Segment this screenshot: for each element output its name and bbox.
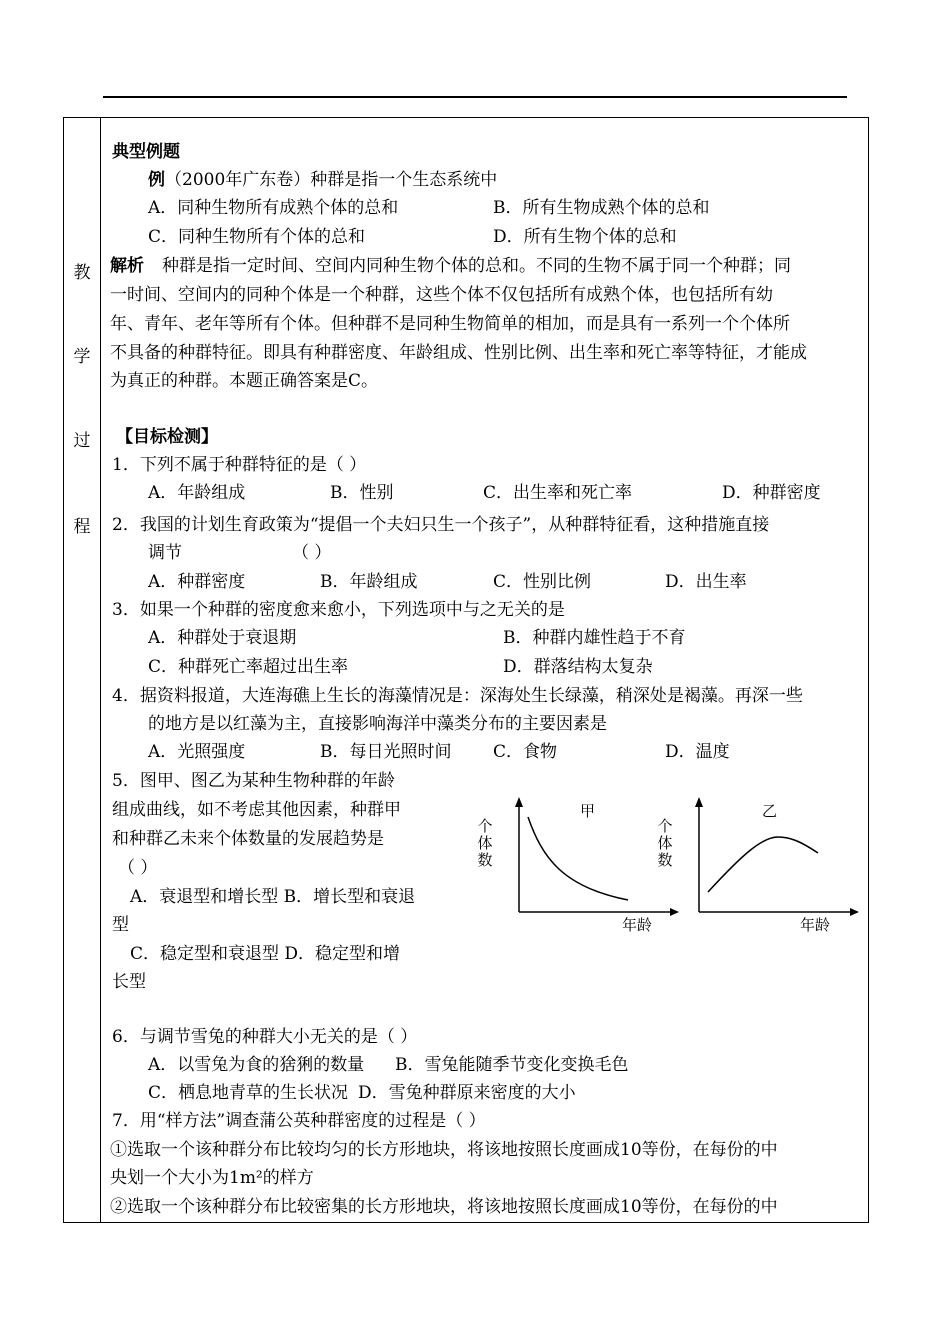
q2-option-d: D．出生率 xyxy=(665,572,747,592)
chart-yi-x-arrow xyxy=(850,908,859,916)
example-option-c: C．同种生物所有个体的总和 xyxy=(148,227,366,247)
q4-option-c: C．食物 xyxy=(493,742,558,762)
chart-yi xyxy=(650,795,860,935)
q4-option-a: A．光照强度 xyxy=(148,742,246,762)
q6-option-c: C．栖息地青草的生长状况 xyxy=(148,1083,349,1103)
q1-option-d: D．种群密度 xyxy=(722,483,821,503)
q5-option-line-2: 型 xyxy=(112,915,129,935)
chart-yi-title: 乙 xyxy=(762,802,778,820)
q7-item-1-cont: 央划一个大小为1m²的样方 xyxy=(110,1168,314,1188)
chart-jia-xlabel: 年龄 xyxy=(622,916,653,934)
analysis-line-3: 年、青年、老年等所有个体。但种群不是同种生物简单的相加，而是具有一系列一个个体所 xyxy=(110,314,790,334)
chart-jia-y-arrow xyxy=(515,797,523,807)
q4-option-b: B．每日光照时间 xyxy=(320,742,452,762)
q1-stem: 1．下列不属于种群特征的是（ ） xyxy=(112,455,367,475)
example-option-a: A．同种生物所有成熟个体的总和 xyxy=(148,198,399,218)
q7-stem: 7．用“样方法”调查蒲公英种群密度的过程是（ ） xyxy=(112,1111,486,1131)
analysis-line-4: 不具备的种群特征。即具有种群密度、年龄组成、性别比例、出生率和死亡率等特征，才能成 xyxy=(110,343,807,363)
q2-blank: （ ） xyxy=(292,543,332,563)
q6-option-b: B．雪兔能随季节变化变换毛色 xyxy=(395,1055,629,1075)
analysis-label: 解析 xyxy=(110,256,144,276)
q5-stem-3: 和种群乙未来个体数量的发展趋势是 xyxy=(112,829,384,849)
q2-stem-1: 2．我国的计划生育政策为“提倡一个夫妇只生一个孩子”，从种群特征看，这种措施直接 xyxy=(112,515,770,535)
analysis-line-5: 为真正的种群。本题正确答案是C。 xyxy=(110,371,379,391)
q5-option-line-1: A．衰退型和增长型 B．增长型和衰退 xyxy=(130,887,416,907)
example-question-text: （2000年广东卷）种群是指一个生态系统中 xyxy=(165,170,498,190)
q5-stem-2: 组成曲线，如不考虑其他因素，种群甲 xyxy=(112,800,401,820)
chart-yi-y-arrow xyxy=(695,797,703,807)
analysis-line-2: 一时间、空间内的同种个体是一个种群，这些个体不仅包括所有成熟个体，也包括所有幼 xyxy=(110,285,773,305)
q2-option-b: B．年龄组成 xyxy=(320,572,418,592)
q3-option-d: D．群落结构太复杂 xyxy=(503,657,653,677)
chart-jia-title: 甲 xyxy=(580,802,596,820)
chart-yi-curve xyxy=(708,837,818,892)
chart-yi-ylabel: 个体数 xyxy=(657,817,673,869)
q6-stem: 6．与调节雪兔的种群大小无关的是（ ） xyxy=(112,1027,418,1047)
q3-stem: 3．如果一个种群的密度愈来愈小，下列选项中与之无关的是 xyxy=(112,600,565,620)
q5-stem-1: 5．图甲、图乙为某种生物种群的年龄 xyxy=(112,771,395,791)
q1-option-b: B．性别 xyxy=(330,483,394,503)
q3-option-b: B．种群内雄性趋于不育 xyxy=(503,628,686,648)
q2-option-a: A．种群密度 xyxy=(148,572,246,592)
q4-stem-1: 4．据资料报道，大连海礁上生长的海藻情况是：深海处生长绿藻，稍深处是褐藻。再深一些 xyxy=(112,686,803,706)
q2-stem-2: 调节 xyxy=(148,543,182,563)
side-label-1: 教 xyxy=(73,263,91,283)
q7-item-1: ①选取一个该种群分布比较均匀的长方形地块，将该地按照长度画成10等份，在每份的中 xyxy=(110,1140,778,1160)
chart-jia-ylabel: 个体数 xyxy=(477,817,493,869)
example-heading: 典型例题 xyxy=(112,142,180,162)
example-option-b: B．所有生物成熟个体的总和 xyxy=(493,198,710,218)
side-label-3: 过 xyxy=(73,431,91,451)
q7-item-2: ②选取一个该种群分布比较密集的长方形地块，将该地按照长度画成10等份，在每份的中 xyxy=(110,1197,778,1217)
column-divider xyxy=(100,117,101,1223)
q4-option-d: D．温度 xyxy=(665,742,730,762)
q1-option-c: C．出生率和死亡率 xyxy=(483,483,633,503)
q1-option-a: A．年龄组成 xyxy=(148,483,246,503)
q3-option-c: C．种群死亡率超过出生率 xyxy=(148,657,349,677)
header-rule xyxy=(103,96,847,98)
q2-option-c: C．性别比例 xyxy=(493,572,592,592)
side-label-2: 学 xyxy=(73,347,91,367)
q6-option-d: D．雪兔种群原来密度的大小 xyxy=(358,1083,576,1103)
q5-stem-4: （ ） xyxy=(118,858,158,878)
side-label-4: 程 xyxy=(73,517,91,537)
q6-option-a: A．以雪兔为食的猞猁的数量 xyxy=(148,1055,365,1075)
chart-jia-curve xyxy=(528,817,628,900)
example-label: 例 xyxy=(148,170,165,190)
q5-option-line-4: 长型 xyxy=(112,972,146,992)
example-question xyxy=(148,169,497,191)
q3-option-a: A．种群处于衰退期 xyxy=(148,628,297,648)
chart-jia xyxy=(470,795,680,935)
test-heading: 【目标检测】 xyxy=(116,427,218,447)
q5-option-line-3: C．稳定型和衰退型 D．稳定型和增 xyxy=(130,944,401,964)
analysis-line-1 xyxy=(110,255,791,277)
chart-yi-xlabel: 年龄 xyxy=(800,916,831,934)
q4-stem-2: 的地方是以红藻为主，直接影响海洋中藻类分布的主要因素是 xyxy=(148,714,607,734)
example-option-d: D．所有生物个体的总和 xyxy=(493,227,677,247)
analysis-text-1: 种群是指一定时间、空间内同种生物个体的总和。不同的生物不属于同一个种群；同 xyxy=(162,256,791,276)
